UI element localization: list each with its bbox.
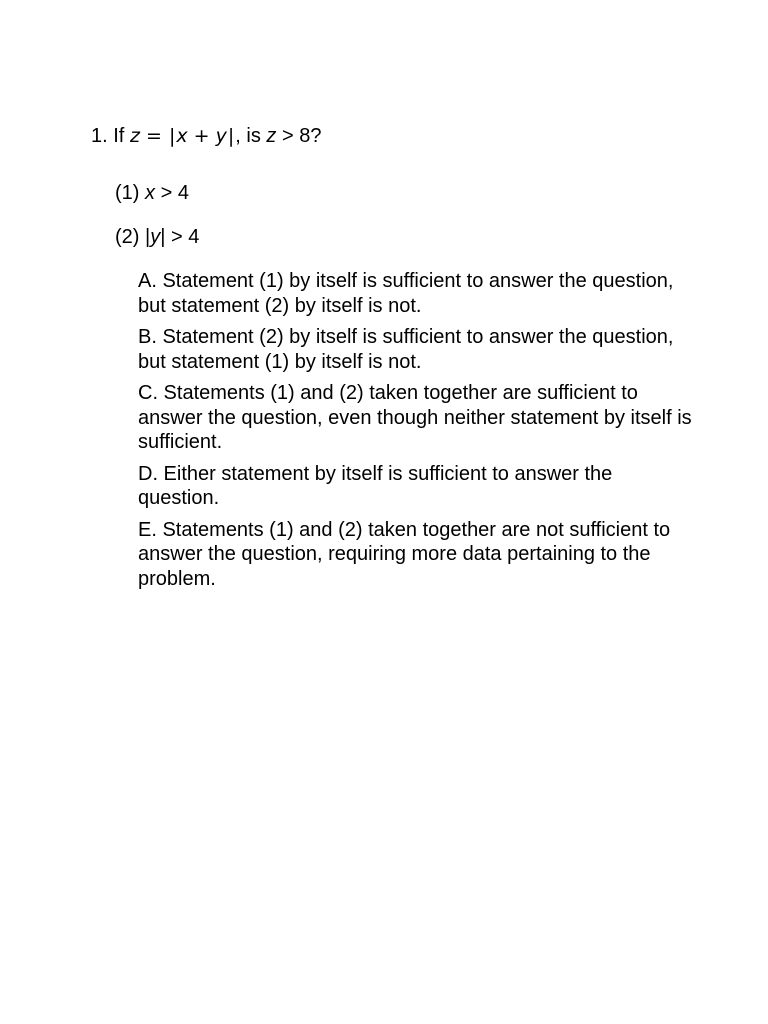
question-comma-is: , is: [235, 125, 261, 147]
question-tail: 8?: [299, 125, 322, 147]
var-y: y: [215, 125, 227, 147]
statement-value: 4: [177, 182, 189, 204]
abs-bar-left: |: [145, 226, 151, 248]
abs-bar-right: |: [160, 226, 166, 248]
statement-label: (1): [115, 182, 140, 204]
var-z-second: z: [266, 125, 277, 147]
var-x: x: [176, 125, 188, 147]
statement-value: 4: [188, 226, 200, 248]
statement-op: >: [170, 226, 183, 248]
abs-bar-right: |: [227, 125, 235, 147]
question-if-word: If: [113, 125, 125, 147]
greater-than-sign: >: [281, 125, 294, 147]
choice-e: E. Statements (1) and (2) taken together are not sufficient to answer the question, requiring more data pertaining to the problem.: [138, 518, 671, 590]
var-z: z: [129, 125, 140, 147]
choice-c: C. Statements (1) and (2) taken together are sufficient to answer the question, even though neither statement by itself is sufficient.: [138, 382, 692, 453]
question-line: [91, 124, 321, 148]
equation: [130, 125, 235, 147]
statement-label: (2): [115, 226, 140, 248]
choice-d: D. Either statement by itself is sufficient to answer the question.: [138, 462, 613, 509]
answer-choices: [138, 269, 698, 598]
statement-var: y: [150, 226, 161, 248]
question-number: 1.: [91, 125, 108, 147]
choice-b: B. Statement (2) by itself is sufficient to answer the question, but statement (1) by itself is not.: [138, 326, 674, 373]
statement-op: >: [160, 182, 173, 204]
equals-sign: =: [145, 125, 162, 147]
plus-sign: +: [193, 125, 210, 147]
statement-1: [115, 181, 189, 205]
statement-2: [115, 225, 199, 249]
abs-bar-left: |: [168, 125, 176, 147]
statement-var: x: [145, 182, 156, 204]
choice-a: A. Statement (1) by itself is sufficient to answer the question, but statement (2) by itself is not.: [138, 270, 674, 317]
